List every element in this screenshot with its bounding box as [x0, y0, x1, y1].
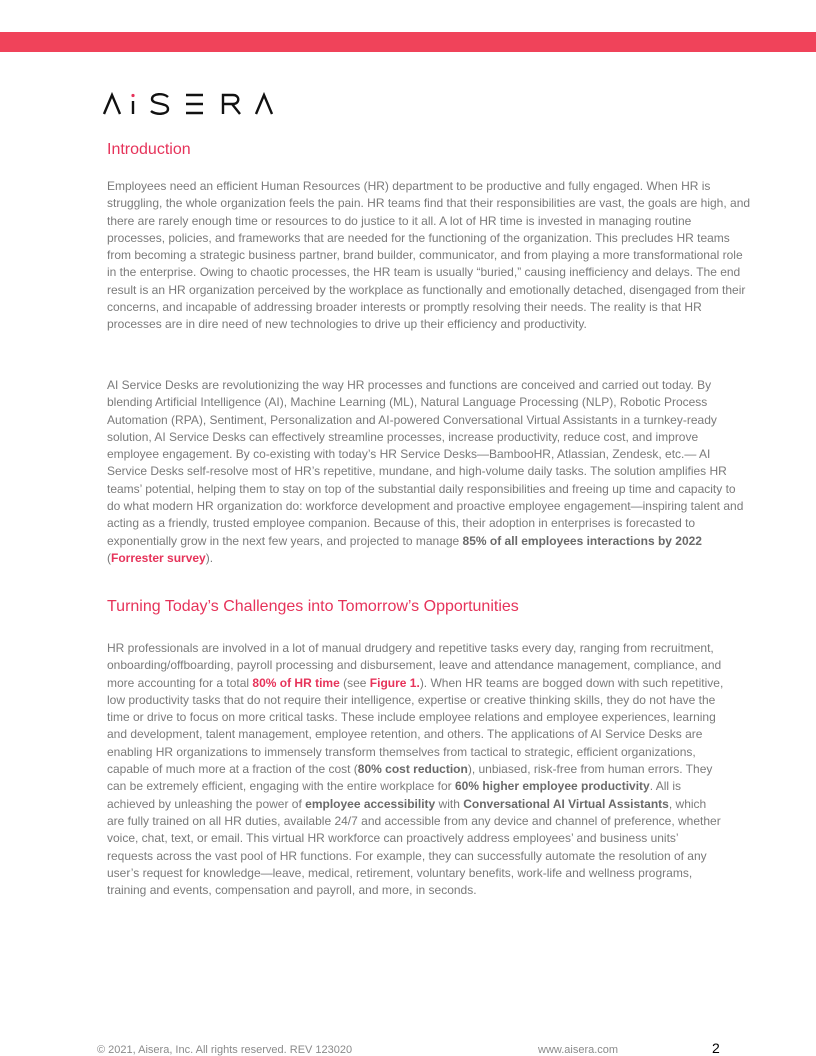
challenges-paragraph: [107, 640, 725, 899]
text-segment: . All is achieved by unleashing the power of: [107, 779, 682, 811]
intro-paragraph-1: Employees need an efficient Human Resources (HR) department to be productive and fully engaged. When HR is struggling, the whole organization feels the pain. HR teams find that their responsibilities are vast, the goals are high, and there are rarely enough time or resources to do justice to it all. A lot of HR time is invested in managing routine processes, policies, and frameworks that are needed for the functioning of the organization. This precludes HR teams from becoming a strategic business partner, brand builder, communicator, and from playing a more transformational role in the enterprise. Owing to chaotic processes, the HR team is usually “buried,” causing inefficiency and delays. The end result is an HR organization perceived by the workplace as functionally and emotionally detached, disengaged from their concerns, and incapable of addressing broader interests or promptly resolving their needs. The reality is that HR processes are in dire need of new technologies to drive up their efficiency and productivity.: [107, 179, 751, 332]
accessibility-highlight: employee accessibility: [305, 796, 436, 811]
forecast-highlight: 85% of all employees interactions by 2022: [462, 533, 702, 548]
challenges-heading: Turning Today’s Challenges into Tomorrow’s Opportunities: [107, 598, 519, 615]
paren-open: (: [107, 550, 111, 565]
figure-1-link[interactable]: Figure 1.: [369, 675, 420, 690]
text-segment: (see: [339, 675, 370, 690]
hr-time-highlight: 80% of HR time: [252, 675, 340, 690]
intro-paragraph-2-text: AI Service Desks are revolutionizing the way HR processes and functions are conceived and carried out today. By blending Artificial Intelligence (AI), Machine Learning (ML), Natural Language Processing (NLP), Robotic Process Automation (RPA), Sentiment, Personalization and AI-powered Conversational Virtual Assistants in a turnkey-ready solution, AI Service Desks can effectively streamline processes, increase productivity, reduce cost, and improve employee engagement. By co-existing with today’s HR Service Desks—BambooHR, Atlassian, Zendesk, etc.— AI Service Desks self-resolve most of HR’s repetitive, mundane, and high-volume daily tasks. The solution amplifies HR teams’ potential, helping them to stay on top of the substantial daily responsibilities and freeing up time and capacity to do what modern HR organization do: workforce development and proactive employee engagement—inspiring talent and acting as a friendly, trusted employee companion. Because of this, their adoption in enterprises is forecasted to exponentially grow in the next few years, and projected to manage: [107, 378, 744, 548]
footer-website[interactable]: www.aisera.com: [538, 1044, 619, 1056]
paren-close: ).: [205, 550, 214, 565]
text-segment: ), unbiased, risk-free from human errors. They can be extremely efficient, engaging with the entire workplace for: [107, 762, 713, 794]
productivity-highlight: 60% higher employee productivity: [454, 779, 650, 794]
virtual-assistants-highlight: Conversational AI Virtual Assistants: [463, 796, 669, 811]
text-segment: , which are fully trained on all HR duties, available 24/7 and accessible from any device and channel of preference, whether voice, chat, text, or email. This virtual HR workforce can proactively address employees’ and business units’ requests across the vast pool of HR functions. For example, they can successfully automate the resolution of any user’s request for knowledge—leave, medical, retirement, voluntary benefits, work-life and wellness programs, training and events, compensation and payroll, and more, in seconds.: [107, 796, 721, 898]
cost-reduction-highlight: 80% cost reduction: [357, 762, 468, 777]
header-accent-bar: [0, 32, 816, 52]
text-segment: with: [435, 796, 464, 811]
forrester-survey-link[interactable]: Forrester survey: [111, 550, 206, 565]
aisera-logo: [102, 92, 274, 116]
intro-heading: Introduction: [107, 141, 191, 158]
intro-paragraph-2: [107, 377, 752, 567]
footer-copyright: © 2021, Aisera, Inc. All rights reserved. REV 123020: [97, 1044, 353, 1056]
page-number: 2: [712, 1040, 720, 1056]
text-segment: HR professionals are involved in a lot of manual drudgery and repetitive tasks every day, ranging from recruitment, onboarding/offboarding, payroll processing and disbursement, leave and attendance management, compliance, and more accounting for a total: [107, 641, 722, 690]
text-segment: ). When HR teams are bogged down with such repetitive, low productivity tasks that do not require their intelligence, expertise or creative thinking skills, they do not have the time or drive to focus on more critical tasks. These include employee relations and employee experiences, learning and development, talent management, employee retention, and others. The applications of AI Service Desks are enabling HR organizations to immensely transform themselves from tactical to strategic, efficient organizations, capable of much more at a fraction of the cost (: [107, 675, 724, 777]
